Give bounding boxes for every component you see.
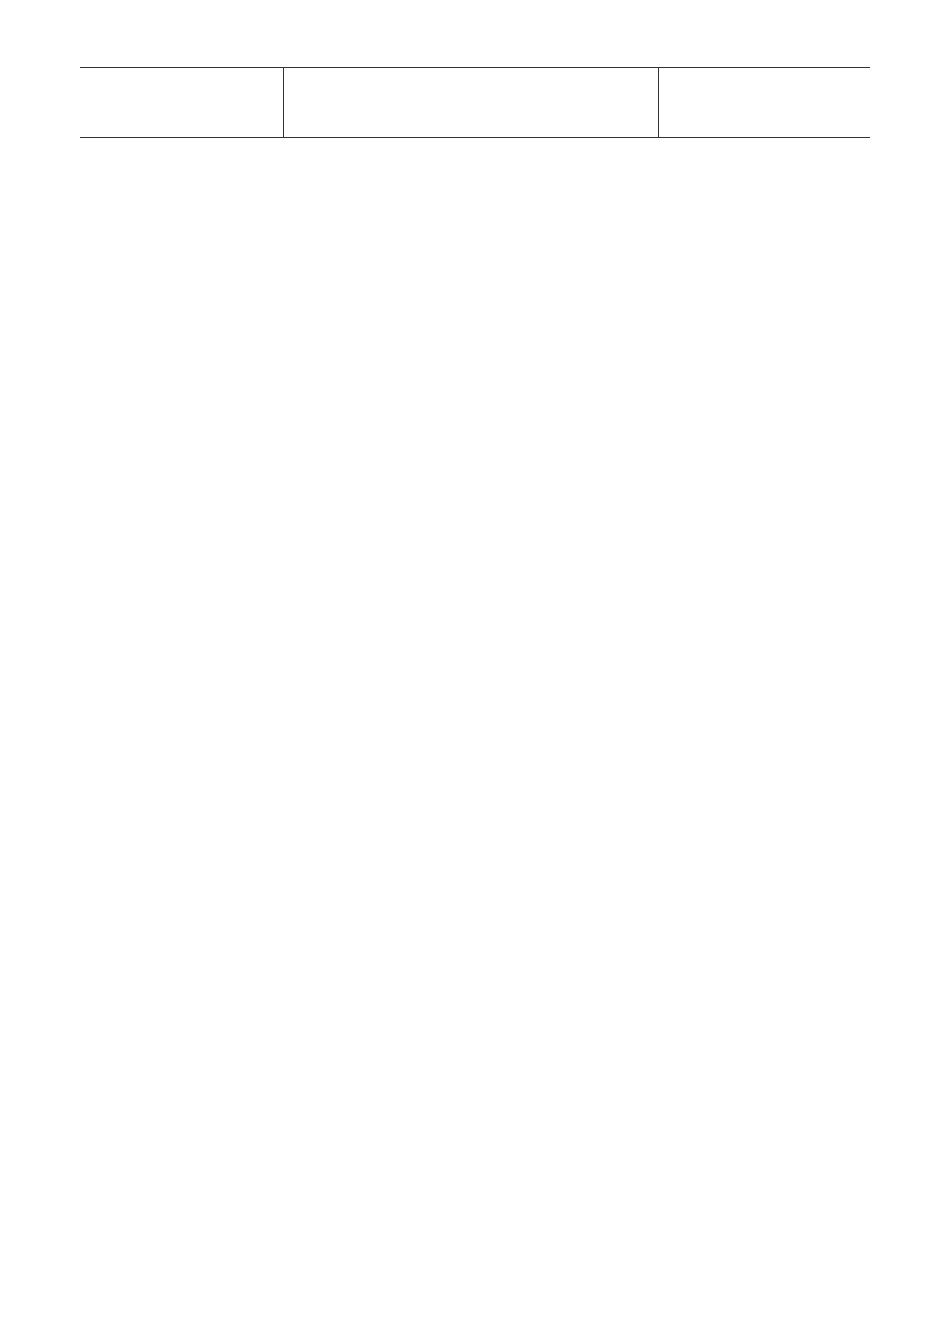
header-motto-cell bbox=[283, 68, 659, 137]
header-info-cell bbox=[80, 68, 283, 137]
page-header bbox=[80, 67, 870, 138]
header-page-cell bbox=[657, 68, 870, 137]
